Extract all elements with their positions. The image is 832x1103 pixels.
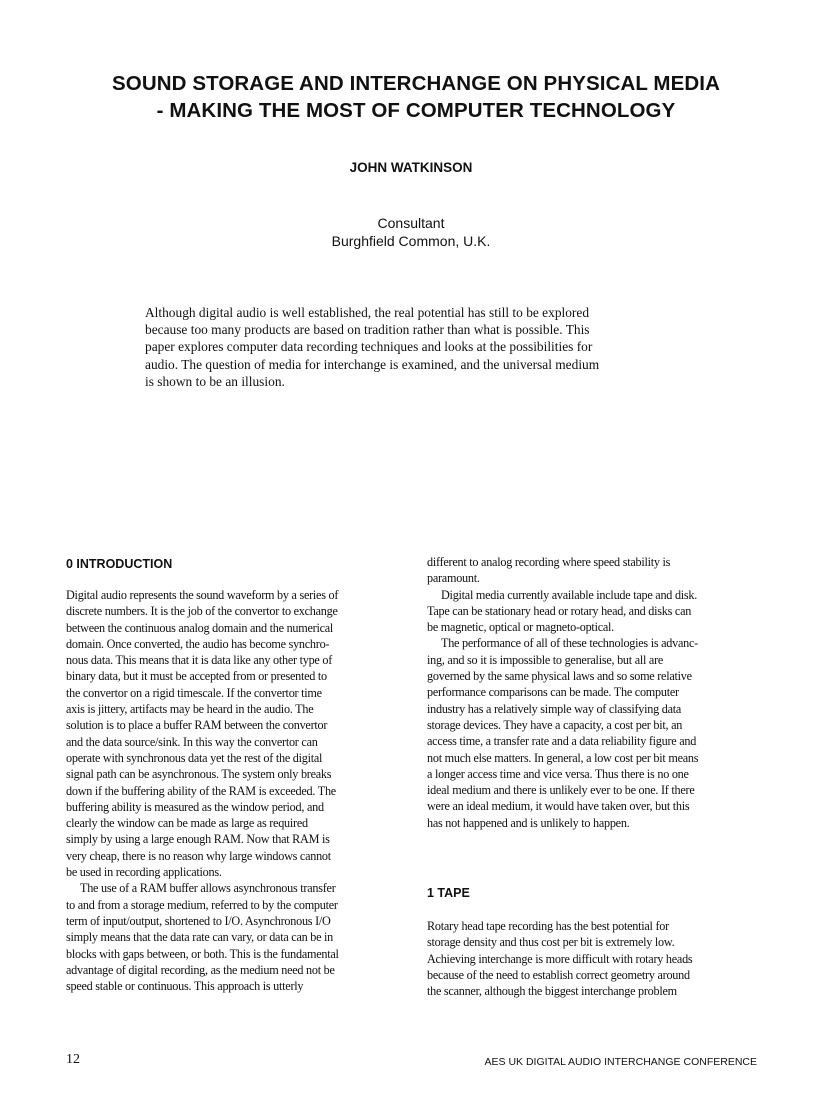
body-line: access time, a transfer rate and a data reliability figure and xyxy=(427,734,697,749)
body-line: a longer access time and vice versa. Thus there is no one xyxy=(427,766,689,781)
body-line: blocks with gaps between, or both. This is the fundamental xyxy=(66,946,339,961)
body-line: the convertor on a rigid timescale. If the convertor time xyxy=(66,685,322,700)
section-heading-introduction: 0 INTRODUCTION xyxy=(66,557,173,571)
body-line: performance comparisons can be made. The computer xyxy=(427,685,679,700)
affiliation-role: Consultant xyxy=(377,215,445,231)
body-line: be used in recording applications. xyxy=(66,865,222,880)
intro-paragraph-1 xyxy=(66,587,339,994)
body-line: be magnetic, optical or magneto-optical. xyxy=(427,620,614,635)
body-line: paramount. xyxy=(427,571,480,586)
abstract xyxy=(145,304,685,390)
body-line: different to analog recording where speed stability is xyxy=(427,555,671,569)
title-line-2: - MAKING THE MOST OF COMPUTER TECHNOLOGY xyxy=(156,99,676,122)
body-line: storage devices. They have a capacity, a cost per bit, an xyxy=(427,717,683,732)
author-name: JOHN WATKINSON xyxy=(349,160,473,175)
body-line: speed stable or continuous. This approach is utterly xyxy=(66,979,304,994)
body-line: axis is jittery, artifacts may be heard in the audio. The xyxy=(66,702,314,717)
body-line: domain. Once converted, the audio has become synchro- xyxy=(66,636,330,651)
paper-title xyxy=(40,70,792,124)
body-line: the scanner, although the biggest interchange problem xyxy=(427,984,677,999)
title-line-1: SOUND STORAGE AND INTERCHANGE ON PHYSICAL MEDIA xyxy=(112,72,720,95)
body-line: nous data. This means that it is data like any other type of xyxy=(66,653,333,668)
body-line: buffering ability is measured as the window period, and xyxy=(66,799,324,814)
body-line: simply by using a large enough RAM. Now that RAM is xyxy=(66,832,330,847)
abstract-line: is shown to be an illusion. xyxy=(145,373,285,389)
body-line: down if the buffering ability of the RAM is exceeded. The xyxy=(66,783,336,798)
right-column-text xyxy=(427,554,698,831)
body-line: governed by the same physical laws and so some relative xyxy=(427,669,692,684)
body-line: were an ideal medium, it would have taken over, but this xyxy=(427,799,690,814)
body-line: term of input/output, shortened to I/O. Asynchronous I/O xyxy=(66,913,331,928)
body-line: Achieving interchange is more difficult with rotary heads xyxy=(427,951,693,966)
body-line: The use of a RAM buffer allows asynchronous transfer xyxy=(80,881,336,896)
body-line: advantage of digital recording, as the medium need not be xyxy=(66,962,335,977)
body-line: and the data source/sink. In this way the convertor can xyxy=(66,734,318,749)
body-line: simply means that the data rate can vary, or data can be in xyxy=(66,930,334,945)
body-line: to and from a storage medium, referred to by the computer xyxy=(66,897,338,912)
abstract-line: paper explores computer data recording techniques and looks at the possibilities for xyxy=(145,339,593,355)
body-line: binary data, but it must be accepted from or presented to xyxy=(66,669,327,684)
running-footer: AES UK DIGITAL AUDIO INTERCHANGE CONFERENCE xyxy=(484,1056,757,1068)
body-line: ing, and so it is impossible to generalise, but all are xyxy=(427,652,664,667)
body-line: Digital media currently available include tape and disk. xyxy=(441,587,698,602)
section-heading-tape: 1 TAPE xyxy=(427,886,470,900)
body-line: not much else matters. In general, a low cost per bit means xyxy=(427,750,699,765)
body-line: Rotary head tape recording has the best potential for xyxy=(427,919,669,933)
body-line: storage density and thus cost per bit is extremely low. xyxy=(427,935,675,950)
body-line: because of the need to establish correct geometry around xyxy=(427,967,690,982)
body-line: clearly the window can be made as large as required xyxy=(66,816,308,831)
body-line: industry has a relatively simple way of classifying data xyxy=(427,701,682,716)
body-line: Tape can be stationary head or rotary head, and disks can xyxy=(427,603,692,618)
abstract-line: Although digital audio is well established, the real potential has still to be explored xyxy=(145,305,590,320)
body-line: The performance of all of these technologies is advanc- xyxy=(441,636,698,651)
body-line: between the continuous analog domain and the numerical xyxy=(66,620,334,635)
affiliation-location: Burghfield Common, U.K. xyxy=(331,233,491,249)
body-line: ideal medium and there is unlikely ever to be one. If there xyxy=(427,783,695,798)
body-line: operate with synchronous data yet the rest of the digital xyxy=(66,750,323,765)
body-line: discrete numbers. It is the job of the convertor to exchange xyxy=(66,604,338,619)
body-line: signal path can be asynchronous. The system only breaks xyxy=(66,767,332,782)
body-line: very cheap, there is no reason why large windows cannot xyxy=(66,848,331,863)
page-number: 12 xyxy=(66,1052,80,1067)
abstract-line: audio. The question of media for interchange is examined, and the universal medium xyxy=(145,356,600,372)
tape-paragraph xyxy=(427,918,692,999)
affiliation xyxy=(0,214,822,250)
body-line: Digital audio represents the sound waveform by a series of xyxy=(66,588,339,602)
body-line: has not happened and is unlikely to happen. xyxy=(427,815,630,830)
abstract-line: because too many products are based on tradition rather than what is possible. This xyxy=(145,322,590,338)
body-line: solution is to place a buffer RAM between the convertor xyxy=(66,718,328,733)
